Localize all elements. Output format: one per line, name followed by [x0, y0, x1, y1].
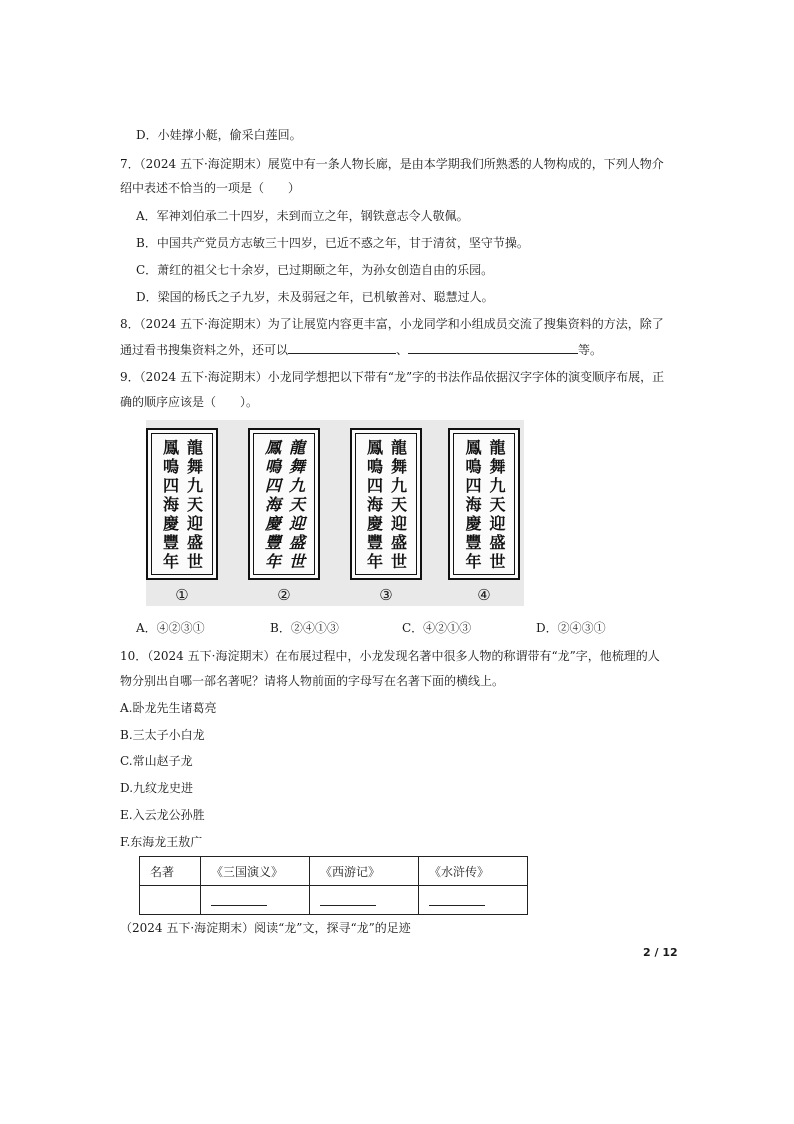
book-title-1: 《三国演义》 — [201, 857, 310, 886]
q8-text-prefix: 通过看书搜集资料之外，还可以 — [120, 343, 289, 357]
calligraphy-scroll-1 — [146, 428, 218, 580]
calligraphy-scroll-4 — [448, 428, 520, 580]
q9-option-a[interactable]: A．④②③① — [136, 621, 205, 635]
classics-answer-table — [139, 856, 528, 915]
character-item-f: F.东海龙王敖广 — [120, 835, 203, 849]
character-item-c: C.常山赵子龙 — [120, 754, 193, 768]
q7-option-c: C．萧红的祖父七十余岁，已过期颐之年，为孙女创造自由的乐园。 — [136, 263, 494, 277]
answer-cell-1[interactable] — [201, 886, 310, 915]
scroll-4-right-column: 龍 舞 九 天 迎 盛 世 — [489, 438, 505, 571]
character-item-e: E.入云龙公孙胜 — [120, 808, 205, 822]
answer-cell-3[interactable] — [419, 886, 528, 915]
scroll-3-left-column: 鳳 鳴 四 海 慶 豐 年 — [366, 438, 383, 571]
q10-stem-line2: 物分别出自哪一部名著呢？请将人物前面的字母写在名著下面的横线上。 — [120, 674, 505, 688]
character-item-b: B.三太子小白龙 — [120, 728, 205, 742]
scroll-2-right-column: 龍 舞 九 天 迎 盛 世 — [288, 438, 305, 571]
q9-option-d[interactable]: D．②④③① — [536, 621, 606, 635]
calligraphy-scroll-2 — [248, 428, 320, 580]
table-header-cell: 名著 — [140, 857, 201, 886]
scroll-3-right-column: 龍 舞 九 天 迎 盛 世 — [390, 438, 407, 571]
scroll-number-1: ① — [175, 586, 189, 604]
book-title-2: 《西游记》 — [310, 857, 419, 886]
q7-option-b: B．中国共产党员方志敏三十四岁，已近不惑之年，甘于清贫，坚守节操。 — [136, 236, 529, 250]
q6-option-d: D．小娃撑小艇，偷采白莲回。 — [136, 128, 302, 142]
scroll-4-left-column: 鳳 鳴 四 海 慶 豐 年 — [465, 438, 481, 571]
q9-option-b[interactable]: B．②④①③ — [270, 621, 339, 635]
q7-option-a: A．军神刘伯承二十四岁，未到而立之年，钢铁意志令人敬佩。 — [136, 209, 469, 223]
scroll-number-4: ④ — [477, 586, 491, 604]
scroll-1-right-column: 龍 舞 九 天 迎 盛 世 — [186, 438, 203, 571]
scroll-number-2: ② — [277, 586, 291, 604]
calligraphy-figure — [146, 420, 524, 606]
scroll-1-left-column: 鳳 鳴 四 海 慶 豐 年 — [162, 438, 179, 571]
answer-cell-2[interactable] — [310, 886, 419, 915]
q10-stem-line1: 10．（2024 五下·海淀期末）在布展过程中，小龙发现名著中很多人物的称谓带有“龙”字，他梳理的人 — [120, 649, 660, 663]
book-title-3: 《水浒传》 — [419, 857, 528, 886]
q7-stem-line2: 绍中表述不恰当的一项是（ ） — [120, 181, 301, 195]
q8-stem-line2 — [120, 341, 602, 358]
character-item-d: D.九纹龙史进 — [120, 781, 194, 795]
character-item-a: A.卧龙先生诸葛亮 — [120, 701, 217, 715]
q8-text-suffix: 等。 — [578, 343, 603, 357]
answer-blank-book-3[interactable] — [429, 891, 485, 906]
q8-stem-line1: 8．（2024 五下·海淀期末）为了让展览内容更丰富，小龙同学和小组成员交流了搜集资料的方法，除了 — [120, 317, 664, 331]
scroll-2-left-column: 鳳 鳴 四 海 慶 豐 年 — [264, 438, 281, 571]
page-number: 2 / 12 — [643, 946, 678, 959]
table-row — [140, 886, 528, 915]
q9-option-c[interactable]: C．④②①③ — [402, 621, 472, 635]
answer-blank-book-2[interactable] — [320, 891, 376, 906]
answer-blank-book-1[interactable] — [211, 891, 267, 906]
q8-answer-blank-1[interactable] — [288, 341, 396, 354]
q9-stem-line1: 9．（2024 五下·海淀期末）小龙同学想把以下带有“龙”字的书法作品依据汉字字体的演变顺序布展，正 — [120, 370, 665, 384]
q9-stem-line2: 确的顺序应该是（ ）。 — [120, 395, 259, 409]
q7-option-d: D．梁国的杨氏之子九岁，未及弱冠之年，已机敏善对、聪慧过人。 — [136, 290, 494, 304]
next-section-heading: （2024 五下·海淀期末）阅读“龙”文，探寻“龙”的足迹 — [120, 921, 411, 935]
q8-separator: 、 — [396, 343, 409, 357]
scroll-number-3: ③ — [379, 586, 393, 604]
calligraphy-scroll-3 — [350, 428, 422, 580]
table-row — [140, 857, 528, 886]
table-empty-cell — [140, 886, 201, 915]
q8-answer-blank-2[interactable] — [408, 341, 578, 354]
q7-stem-line1: 7．（2024 五下·海淀期末）展览中有一条人物长廊，是由本学期我们所熟悉的人物构成的，下列人物介 — [120, 157, 664, 171]
